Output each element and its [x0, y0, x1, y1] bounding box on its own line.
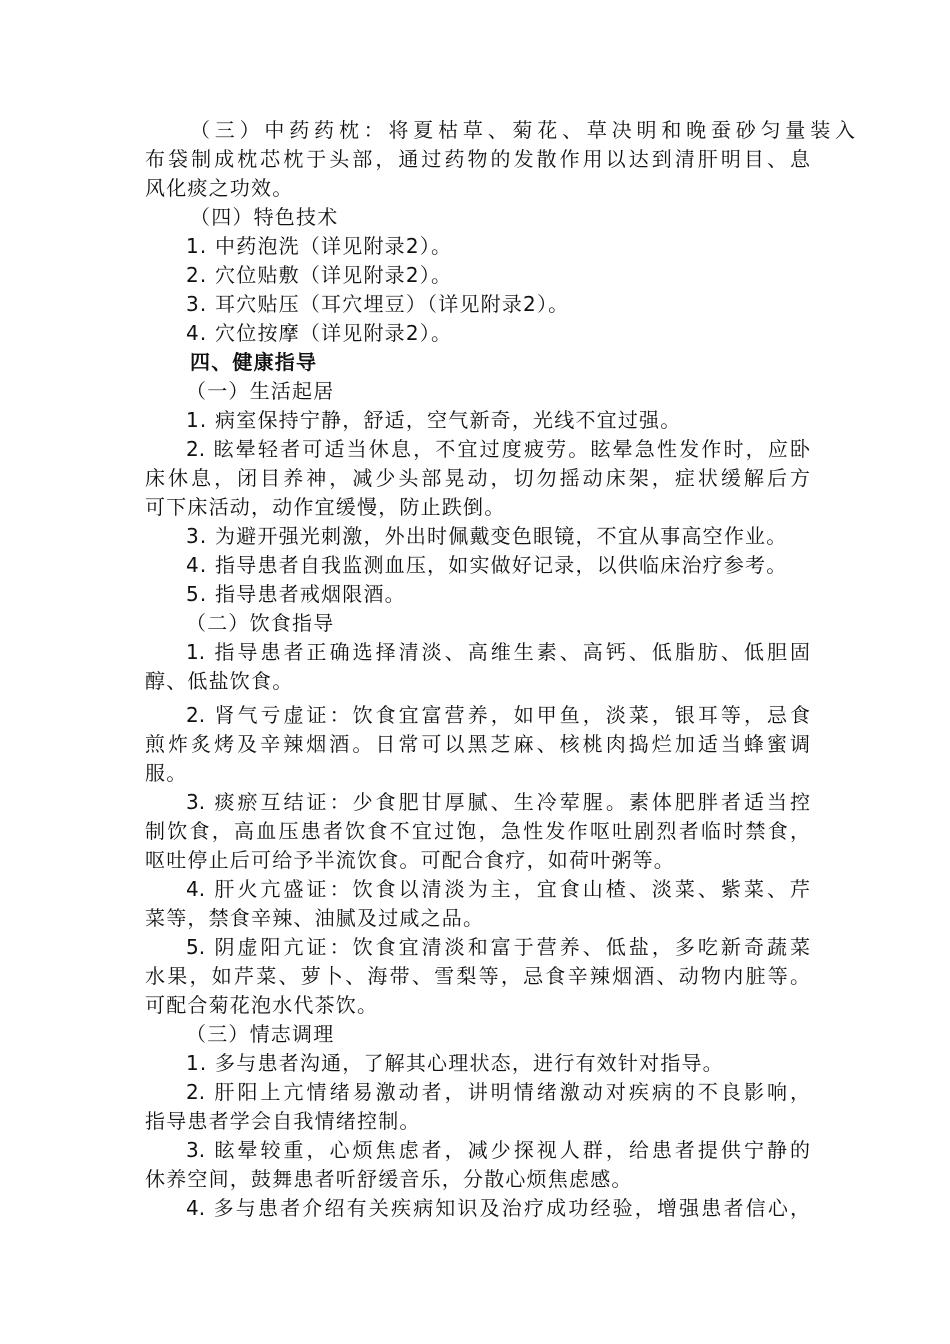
text-line: 呕吐停止后可给予半流饮食。可配合食疗，如荷叶粥等。 — [145, 848, 675, 872]
list-item: 4. 穴位按摩（详见附录2）。 — [186, 321, 453, 345]
list-item: 1. 病室保持宁静，舒适，空气新奇，光线不宜过强。 — [186, 408, 682, 432]
list-item: 1. 中药泡洗（详见附录2）。 — [186, 234, 453, 258]
text-line: 风化痰之功效。 — [145, 176, 294, 200]
text-line: 菜等，禁食辛辣、油腻及过咸之品。 — [145, 906, 485, 930]
section-heading: （一）生活起居 — [186, 379, 335, 403]
list-item: 2. 眩晕轻者可适当休息，不宜过度疲劳。眩晕急性发作时，应卧 — [186, 437, 810, 461]
list-item: 4. 肝火亢盛证：饮食以清淡为主，宜食山楂、淡菜、紫菜、芹 — [186, 877, 810, 901]
list-item: 3. 痰瘀互结证：少食肥甘厚腻、生冷荤腥。素体肥胖者适当控 — [186, 790, 810, 814]
section-heading: （二）饮食指导 — [186, 611, 335, 635]
section-heading: （四）特色技术 — [190, 205, 339, 229]
list-item: 2. 肝阳上亢情绪易激动者，讲明情绪激动对疾病的不良影响， — [186, 1080, 810, 1104]
list-item: 5. 指导患者戒烟限酒。 — [186, 582, 406, 606]
list-item: 4. 指导患者自我监测血压，如实做好记录，以供临床治疗参考。 — [186, 553, 788, 577]
chapter-heading: 四、健康指导 — [190, 350, 318, 374]
text-line: 指导患者学会自我情绪控制。 — [145, 1109, 421, 1133]
text-line: （三）中药药枕：将夏枯草、菊花、草决明和晚蚕砂匀量装入 — [190, 118, 855, 142]
text-line: 可配合菊花泡水代茶饮。 — [145, 993, 379, 1017]
text-line: 水果，如芹菜、萝卜、海带、雪梨等，忌食辛辣烟酒、动物内脏等。 — [145, 964, 810, 988]
list-item: 4. 多与患者介绍有关疾病知识及治疗成功经验，增强患者信心， — [186, 1196, 810, 1220]
list-item: 2. 肾气亏虚证：饮食宜富营养，如甲鱼，淡菜，银耳等，忌食 — [186, 703, 810, 727]
list-item: 1. 指导患者正确选择清淡、高维生素、高钙、低脂肪、低胆固 — [186, 640, 810, 664]
text-line: 床休息，闭目养神，减少头部晃动，切勿摇动床架，症状缓解后方 — [145, 466, 810, 490]
text-line: 布袋制成枕芯枕于头部，通过药物的发散作用以达到清肝明目、息 — [145, 147, 810, 171]
list-item: 5. 阴虚阳亢证：饮食宜清淡和富于营养、低盐，多吃新奇蔬菜 — [186, 935, 810, 959]
text-line: 服。 — [145, 761, 188, 785]
section-heading: （三）情志调理 — [186, 1022, 335, 1046]
list-item: 1. 多与患者沟通，了解其心理状态，进行有效针对指导。 — [186, 1051, 724, 1075]
list-item: 2. 穴位贴敷（详见附录2）。 — [186, 263, 453, 287]
text-line: 可下床活动，动作宜缓慢，防止跌倒。 — [145, 495, 506, 519]
list-item: 3. 耳穴贴压（耳穴埋豆）（详见附录2）。 — [186, 292, 570, 316]
text-line: 休养空间，鼓舞患者听舒缓音乐，分散心烦焦虑感。 — [145, 1167, 633, 1191]
list-item: 3. 为避开强光刺激，外出时佩戴变色眼镜，不宜从事高空作业。 — [186, 524, 788, 548]
text-line: 醇、低盐饮食。 — [145, 669, 294, 693]
text-line: 煎炸炙烤及辛辣烟酒。日常可以黑芝麻、核桃肉捣烂加适当蜂蜜调 — [145, 732, 810, 756]
text-line: 制饮食，高血压患者饮食不宜过饱，急性发作呕吐剧烈者临时禁食， — [145, 819, 810, 843]
list-item: 3. 眩晕较重，心烦焦虑者，减少探视人群，给患者提供宁静的 — [186, 1138, 810, 1162]
